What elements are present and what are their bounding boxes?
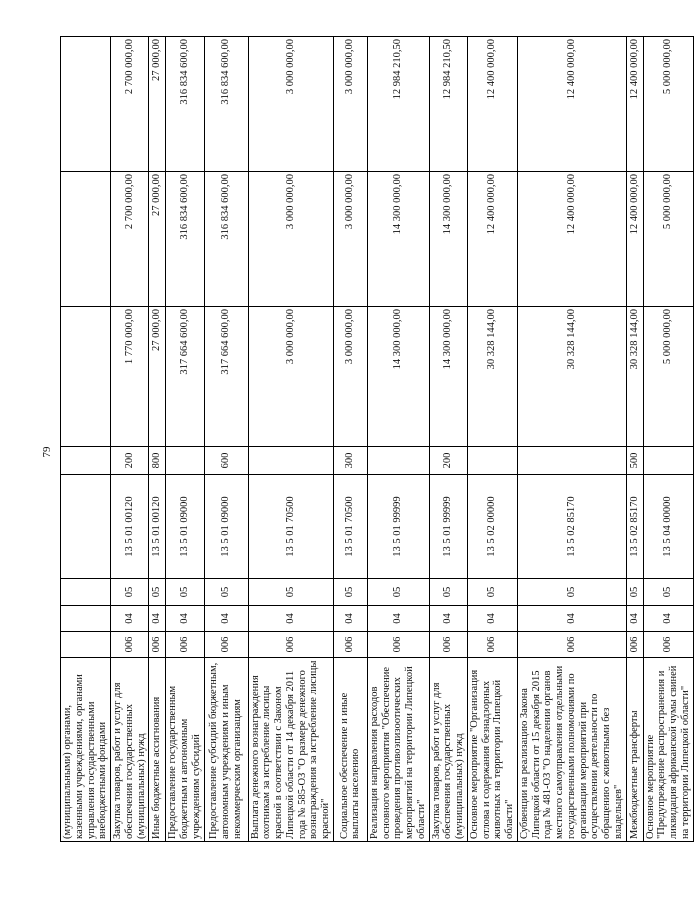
row-sum-3: 2 700 000,00 [111, 37, 149, 172]
row-pr: 05 [517, 579, 626, 606]
row-rz: 04 [149, 606, 166, 632]
row-vr: 600 [204, 447, 248, 475]
row-name: Выплата денежного вознаграждения охотникам за истребление лисицы красной в соответствии с Законом Липецкой области от 14 декабря 2011 года № 585-ОЗ "О размере денежного вознаграждения за истребление лисицы красной" [248, 658, 333, 842]
row-vr [248, 447, 333, 475]
row-pr: 05 [643, 579, 693, 606]
table-row [111, 37, 149, 842]
row-sum-2: 3 000 000,00 [333, 172, 367, 307]
row-ved: 006 [626, 632, 643, 658]
table-row [643, 37, 693, 842]
row-rz [61, 606, 111, 632]
row-sum-1: 14 300 000,00 [429, 307, 467, 447]
row-sum-3: 12 400 000,00 [467, 37, 517, 172]
row-name: (муниципальными) органами, казенными учреждениями, органами управления государственными внебюджетными фондами [61, 658, 111, 842]
row-name: Межбюджетные трансферты [626, 658, 643, 842]
row-pr: 05 [204, 579, 248, 606]
table-row [248, 37, 333, 842]
table-row [149, 37, 166, 842]
row-vr: 800 [149, 447, 166, 475]
row-rz: 04 [166, 606, 204, 632]
row-name: Основное мероприятие "Предупреждение распространения и ликвидация африканской чумы свиней на территории Липецкой области" [643, 658, 693, 842]
row-sum-3: 5 000 000,00 [643, 37, 693, 172]
table-row [367, 37, 429, 842]
row-ved: 006 [111, 632, 149, 658]
row-vr: 200 [429, 447, 467, 475]
row-vr [517, 447, 626, 475]
row-sum-1: 3 000 000,00 [333, 307, 367, 447]
row-csr: 13 5 02 85170 [626, 475, 643, 579]
row-sum-2: 3 000 000,00 [248, 172, 333, 307]
row-pr: 05 [149, 579, 166, 606]
row-sum-3: 27 000,00 [149, 37, 166, 172]
row-sum-2: 12 400 000,00 [467, 172, 517, 307]
row-rz: 04 [367, 606, 429, 632]
row-vr: 200 [111, 447, 149, 475]
budget-table [60, 36, 694, 842]
table-row [333, 37, 367, 842]
row-rz: 04 [517, 606, 626, 632]
row-rz: 04 [111, 606, 149, 632]
table-row [626, 37, 643, 842]
row-pr: 05 [467, 579, 517, 606]
row-name: Закупка товаров, работ и услуг для обеспечения государственных (муниципальных) нужд [429, 658, 467, 842]
row-rz: 04 [429, 606, 467, 632]
row-sum-2: 2 700 000,00 [111, 172, 149, 307]
table-row [204, 37, 248, 842]
row-csr [61, 475, 111, 579]
row-pr: 05 [367, 579, 429, 606]
row-csr: 13 5 04 00000 [643, 475, 693, 579]
row-pr: 05 [166, 579, 204, 606]
row-name: Основное мероприятие "Организация отлова и содержания безнадзорных животных на территории Липецкой области" [467, 658, 517, 842]
row-name: Иные бюджетные ассигнования [149, 658, 166, 842]
row-name: Закупка товаров, работ и услуг для обеспечения государственных (муниципальных) нужд [111, 658, 149, 842]
row-sum-2: 14 300 000,00 [367, 172, 429, 307]
row-csr: 13 5 01 70500 [333, 475, 367, 579]
row-sum-3: 12 400 000,00 [517, 37, 626, 172]
row-ved: 006 [204, 632, 248, 658]
row-pr [61, 579, 111, 606]
row-csr: 13 5 02 00000 [467, 475, 517, 579]
row-sum-2: 316 834 600,00 [166, 172, 204, 307]
row-name: Социальное обеспечение и иные выплаты населению [333, 658, 367, 842]
row-sum-1: 27 000,00 [149, 307, 166, 447]
row-vr [467, 447, 517, 475]
table-row [429, 37, 467, 842]
row-csr: 13 5 02 85170 [517, 475, 626, 579]
row-ved: 006 [643, 632, 693, 658]
row-ved: 006 [166, 632, 204, 658]
row-ved: 006 [149, 632, 166, 658]
row-sum-3 [61, 37, 111, 172]
row-sum-1: 30 328 144,00 [626, 307, 643, 447]
row-sum-3: 12 984 210,50 [367, 37, 429, 172]
row-sum-1: 5 000 000,00 [643, 307, 693, 447]
row-sum-2: 5 000 000,00 [643, 172, 693, 307]
table-row [166, 37, 204, 842]
row-rz: 04 [643, 606, 693, 632]
table-row [61, 37, 111, 842]
row-pr: 05 [333, 579, 367, 606]
row-sum-2: 12 400 000,00 [517, 172, 626, 307]
row-sum-3: 3 000 000,00 [248, 37, 333, 172]
row-rz: 04 [204, 606, 248, 632]
row-vr [367, 447, 429, 475]
row-sum-1: 3 000 000,00 [248, 307, 333, 447]
row-pr: 05 [429, 579, 467, 606]
row-name: Реализация направления расходов основного мероприятия "Обеспечение проведения противоэпизоотических мероприятий на территории Липецкой области" [367, 658, 429, 842]
row-name: Предоставление государственным бюджетным и автономным учреждениям субсидий [166, 658, 204, 842]
row-csr: 13 5 01 99999 [429, 475, 467, 579]
row-sum-1: 14 300 000,00 [367, 307, 429, 447]
row-csr: 13 5 01 00120 [149, 475, 166, 579]
row-sum-1: 30 328 144,00 [517, 307, 626, 447]
row-vr [166, 447, 204, 475]
row-ved: 006 [429, 632, 467, 658]
row-csr: 13 5 01 09000 [204, 475, 248, 579]
row-ved: 006 [367, 632, 429, 658]
row-ved: 006 [248, 632, 333, 658]
row-sum-1 [61, 307, 111, 447]
row-pr: 05 [111, 579, 149, 606]
row-sum-1: 1 770 000,00 [111, 307, 149, 447]
rotated-page [60, 37, 691, 842]
row-sum-2 [61, 172, 111, 307]
row-ved: 006 [333, 632, 367, 658]
row-rz: 04 [467, 606, 517, 632]
row-csr: 13 5 01 09000 [166, 475, 204, 579]
row-pr: 05 [626, 579, 643, 606]
page-number: 79 [41, 446, 53, 458]
row-sum-3: 12 984 210,50 [429, 37, 467, 172]
row-csr: 13 5 01 99999 [367, 475, 429, 579]
row-rz: 04 [248, 606, 333, 632]
row-sum-1: 30 328 144,00 [467, 307, 517, 447]
row-sum-2: 14 300 000,00 [429, 172, 467, 307]
row-rz: 04 [626, 606, 643, 632]
row-pr: 05 [248, 579, 333, 606]
row-sum-3: 3 000 000,00 [333, 37, 367, 172]
row-vr [61, 447, 111, 475]
row-sum-2: 316 834 600,00 [204, 172, 248, 307]
row-sum-1: 317 664 600,00 [204, 307, 248, 447]
row-sum-3: 316 834 600,00 [204, 37, 248, 172]
row-ved: 006 [467, 632, 517, 658]
row-name: Субвенции на реализацию Закона Липецкой области от 15 декабря 2015 года № 481-ОЗ "О наделении органов местного самоуправления отдельными государственными полномочиями по организации мероприятий при осуществлении деятельности по обращению с животными без владельцев" [517, 658, 626, 842]
budget-table-body [61, 37, 694, 842]
row-ved: 006 [517, 632, 626, 658]
row-name: Предоставление субсидий бюджетным, автономным учреждениям и иным некоммерческим организациям [204, 658, 248, 842]
row-csr: 13 5 01 70500 [248, 475, 333, 579]
row-csr: 13 5 01 00120 [111, 475, 149, 579]
row-vr: 300 [333, 447, 367, 475]
row-sum-1: 317 664 600,00 [166, 307, 204, 447]
table-row [467, 37, 517, 842]
table-row [517, 37, 626, 842]
row-sum-3: 12 400 000,00 [626, 37, 643, 172]
row-ved [61, 632, 111, 658]
row-sum-2: 27 000,00 [149, 172, 166, 307]
row-vr [643, 447, 693, 475]
row-sum-3: 316 834 600,00 [166, 37, 204, 172]
row-vr: 500 [626, 447, 643, 475]
row-rz: 04 [333, 606, 367, 632]
row-sum-2: 12 400 000,00 [626, 172, 643, 307]
